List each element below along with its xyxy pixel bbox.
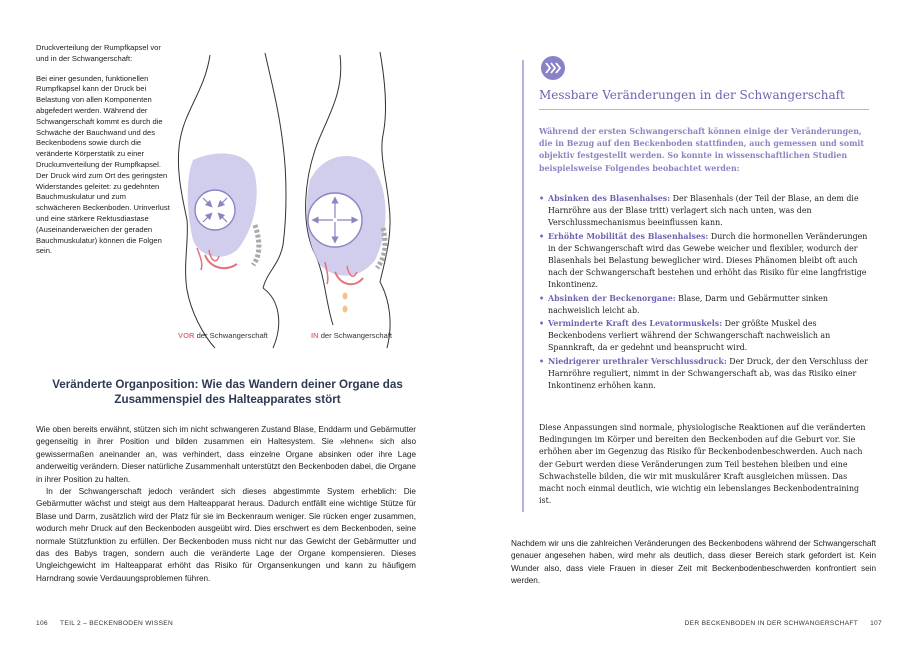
figure-label-during (311, 331, 392, 340)
page-number: 106 (36, 620, 48, 627)
chevron-emblem-icon (541, 56, 565, 80)
running-head: DER BECKENBODEN IN DER SCHWANGERSCHAFT (684, 620, 858, 627)
bullet-dot-icon: • (539, 293, 545, 303)
list-item-text: Durch die hormonellen Veränderungen in der Schwangerschaft wird das Gewebe weicher und flexibler, wodurch der Blasenhals bei Belastung beweglicher wird. Dieses Phänomen bleibt oft auch nach der Schwangerschaft bestehen und erhöht das Risiko für eine langfristige Inkontinenz. (548, 231, 868, 290)
list-item-term: Absinken der Beckenorgane: (548, 293, 676, 303)
list-item-term: Erhöhte Mobilität des Blasenhalses: (548, 231, 709, 241)
bullet-dot-icon: • (539, 356, 545, 366)
list-item (539, 293, 871, 317)
figure-label-before-highlight: VOR (178, 331, 195, 340)
figure-label-during-rest: der Schwangerschaft (318, 331, 393, 340)
list-item-text: Der Druck, der den Verschluss der Harnröhre reguliert, nimmt in der Schwangerschaft ab, was das Risiko einer Inkontinenz erhöhen kann. (548, 356, 868, 391)
list-item (539, 193, 871, 230)
running-head: TEIL 2 – BECKENBODEN WISSEN (60, 620, 174, 627)
box-vertical-rule (522, 60, 524, 512)
left-footer (36, 620, 173, 627)
list-item-term: Verminderte Kraft des Levatormuskels: (548, 319, 723, 329)
page-number: 107 (870, 620, 882, 627)
list-item (539, 356, 871, 393)
list-item-term: Niedrigerer urethraler Verschlussdruck: (548, 356, 727, 366)
findings-list (539, 193, 871, 393)
figure-side-caption (36, 43, 171, 266)
paragraph: Wie oben bereits erwähnt, stützen sich im nicht schwangeren Zustand Blase, Enddarm und Gebärmutter gegenseitig in ihrer Position und bilden zusammen ein Haltesystem. Sie »lehnen« sich also gewissermaßen aneinander an, was verhindert, dass einzelne Organe absinken oder ihre Lage anderweitig verändern. Dieser natürliche Zusammenhalt unterstützt den Beckenboden dabei, die Organe in ihrer Position zu halten. (36, 425, 416, 484)
right-page (459, 0, 918, 648)
section-title: Veränderte Organposition: Wie das Wandern deiner Organe das Zusammenspiel des Halteapparates stört (52, 378, 403, 406)
box-title-divider (539, 109, 869, 110)
list-item-term: Absinken des Blasenhalses: (548, 194, 671, 203)
box-outro: Diese Anpassungen sind normale, physiologische Reaktionen auf die veränderten Bedingungen im Körper und bereiten den Beckenboden auf die Geburt vor. Sie erhöhen aber im Gegenzug das Risiko für Beckenbodenbeschwerden. Auch nach der Geburt werden diese Veränderungen zum Teil bestehen bleiben und eine Schwachstelle bilden, die wir mit muskulärer Kraft ausgleichen müssen. Das macht noch einmal deutlich, wie wichtig ein lebenslanges Beckenbodentraining ist. (539, 423, 866, 506)
caption-text: Bei einer gesunden, funktionellen Rumpfkapsel kann der Druck bei Belastung von allen Komponenten abgefedert werden. Während der Schwangerschaft kommt es durch die Schwäche der Bauchwand und des Beckenbodens sowie durch die veränderte Körperstatik zu einer Druckumverteilung der Rumpfkapsel. Der Druck wird zum Ort des geringsten Widerstandes geleitet: zu gedehnten Bauchmuskulatur und zum schwächeren Beckenboden. Urinverlust und eine stärkere Rektusdiastase (Auseinanderweichen der geraden Bauchmuskulatur) können die Folgen sein. (36, 73, 170, 256)
bullet-dot-icon: • (539, 194, 545, 203)
figure-label-before (178, 331, 268, 340)
right-body-text: Nachdem wir uns die zahlreichen Veränderungen des Beckenbodens während der Schwangerschaft genauer angesehen haben, wird mehr als deutlich, dass dieser Bereich stark gefordert ist. Kein Wunder also, dass viele Frauen in dieser Zeit mit Beckenbodenbeschwerden konfrontiert sein werden. (511, 539, 876, 586)
pressure-distribution-illustration (175, 50, 415, 350)
body-before-pregnancy (178, 53, 286, 348)
list-item-text: Der größte Muskel des Beckenbodens verliert während der Schwangerschaft nachweislich an Spannkraft, da er gedehnt und beansprucht wird. (548, 319, 831, 353)
right-footer (685, 620, 882, 627)
figure-label-during-highlight: IN (311, 331, 319, 340)
bullet-dot-icon: • (539, 231, 545, 241)
box-intro: Während der ersten Schwangerschaft können einige der Veränderungen, die in Bezug auf den Beckenboden stattfinden, auch gemessen und somit objektiv festgestellt werden. So konnte in wissenschaftlichen Studien beispielsweise Folgendes beobachtet werden: (539, 127, 865, 173)
list-item-text: Der Blasenhals (der Teil der Blase, an dem die Harnröhre aus der Blase tritt) verlagert sich nach unten, was den Verschlussmechanismus beeinflussen kann. (548, 194, 859, 228)
caption-heading: Druckverteilung der Rumpfkapsel vor und in der Schwangerschaft: (36, 43, 161, 63)
bullet-dot-icon: • (539, 319, 545, 329)
figure-label-before-rest: der Schwangerschaft (194, 331, 268, 340)
paragraph: In der Schwangerschaft jedoch verändert sich dieses abgestimmte System erheblich: Die Gebärmutter wächst und steigt aus dem Halteapparat heraus. Dadurch entfällt eine wichtige Stütze für Blase und Darm, zusätzlich wird der Platz für sie im Beckenraum weniger. Sie rücken enger zusammen, wodurch mehr Druck auf den Beckenboden ausgeübt wird. Dies erschwert es dem Beckenboden, seine normale Stützfunktion zu erfüllen. Der Beckenboden muss nicht nur das Gewicht der Gebärmutter und das des Babys tragen, sondern auch die veränderte Lage der Organe kompensieren. Dieses Ungleichgewicht im Halteapparat erhöht das Risiko für Organsenkungen und kann zu häufigem Harndrang sowie Verdauungsproblemen führen. (36, 487, 416, 583)
body-during-pregnancy (306, 52, 393, 348)
box-title: Messbare Veränderungen in der Schwangerschaft (539, 88, 845, 102)
list-item-text: Blase, Darm und Gebärmutter sinken nachweislich leicht ab. (548, 293, 829, 315)
list-item (539, 318, 871, 355)
list-item (539, 231, 871, 292)
left-body-text (36, 424, 416, 585)
